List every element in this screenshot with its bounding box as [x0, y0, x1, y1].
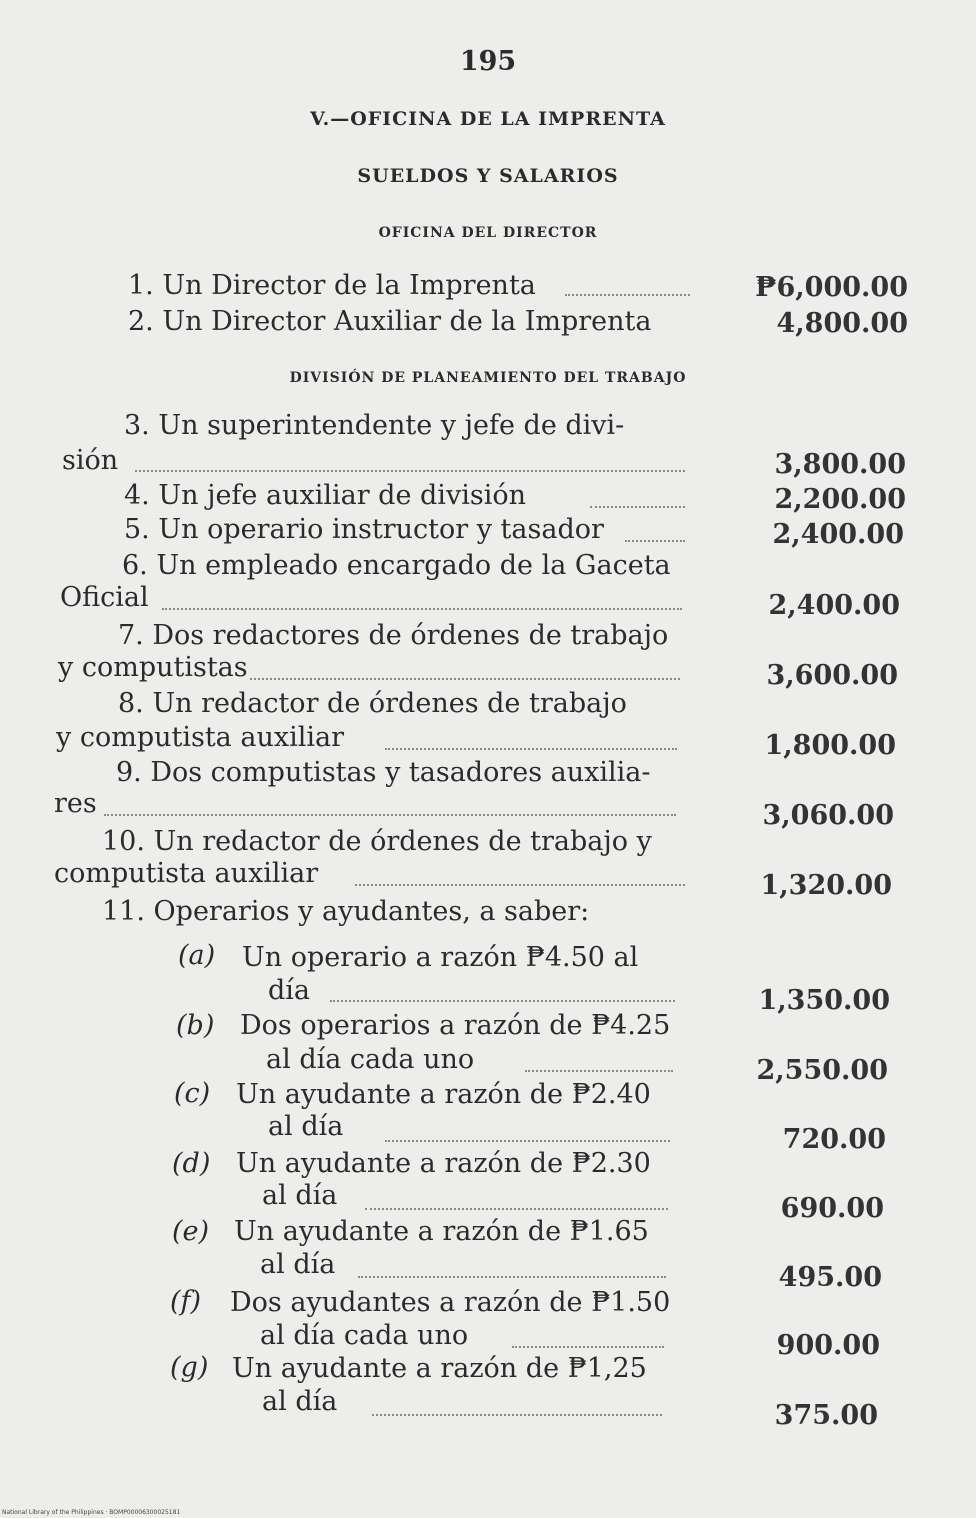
item-8-line2: y computista auxiliar: [56, 722, 344, 753]
subitem-e-line1: Un ayudante a razón de ₱1.65: [234, 1216, 649, 1247]
item-9-line1: 9. Dos computistas y tasadores auxilia-: [116, 757, 651, 788]
leader-dots: [358, 1276, 666, 1278]
subitem-e-line2: al día: [260, 1249, 336, 1280]
subitem-f-line1: Dos ayudantes a razón de ₱1.50: [230, 1287, 671, 1318]
item-4-text: 4. Un jefe auxiliar de división: [124, 480, 526, 511]
item-8-amount: 1,800.00: [764, 730, 896, 761]
chapter-heading: V.—OFICINA DE LA IMPRENTA: [310, 108, 666, 130]
page-number: 195: [459, 46, 517, 77]
leader-dots: [365, 1208, 668, 1210]
subitem-e-amount: 495.00: [778, 1262, 882, 1293]
item-10-line2: computista auxiliar: [54, 858, 319, 889]
subitem-f-amount: 900.00: [776, 1330, 880, 1361]
item-4-amount: 2,200.00: [774, 484, 906, 515]
item-5-text: 5. Un operario instructor y tasador: [124, 514, 604, 545]
subitem-b-amount: 2,550.00: [756, 1055, 888, 1086]
leader-dots: [355, 884, 685, 886]
leader-dots: [135, 470, 685, 472]
item-1-text: 1. Un Director de la Imprenta: [128, 270, 536, 301]
leader-dots: [525, 1070, 673, 1072]
item-1-amount: ₱6,000.00: [755, 272, 908, 303]
subitem-b-label: (b): [176, 1010, 215, 1041]
subitem-g-line2: al día: [262, 1386, 338, 1417]
item-3-line2: sión: [62, 445, 119, 476]
subitem-b-line2: al día cada uno: [266, 1044, 475, 1075]
subitem-d-amount: 690.00: [780, 1193, 884, 1224]
subsection-heading-planning: DIVISIÓN DE PLANEAMIENTO DEL TRABAJO: [289, 370, 687, 386]
leader-dots: [162, 608, 682, 610]
leader-dots: [512, 1346, 664, 1348]
subsection-heading-director: OFICINA DEL DIRECTOR: [378, 225, 598, 241]
leader-dots: [385, 748, 677, 750]
item-3-amount: 3,800.00: [774, 449, 906, 480]
item-11-text: 11. Operarios y ayudantes, a saber:: [102, 896, 590, 927]
item-9-line2: res: [54, 788, 97, 819]
subitem-c-line2: al día: [268, 1111, 344, 1142]
leader-dots: [250, 678, 680, 680]
subitem-g-line1: Un ayudante a razón de ₱1,25: [232, 1353, 647, 1384]
subitem-f-label: (f): [170, 1286, 202, 1317]
leader-dots: [590, 506, 685, 508]
item-10-amount: 1,320.00: [760, 870, 892, 901]
scan-footer: National Library of the Philippines · BOMP00006300025181: [2, 1509, 181, 1516]
item-6-amount: 2,400.00: [768, 590, 900, 621]
item-6-line2: Oficial: [60, 582, 149, 613]
item-2-text: 2. Un Director Auxiliar de la Imprenta: [128, 306, 652, 337]
subitem-a-label: (a): [178, 940, 216, 971]
leader-dots: [372, 1414, 662, 1416]
subitem-g-amount: 375.00: [774, 1400, 878, 1431]
item-7-line1: 7. Dos redactores de órdenes de trabajo: [118, 620, 669, 651]
subitem-e-label: (e): [172, 1216, 210, 1247]
item-7-line2: y computistas: [58, 652, 248, 683]
item-9-amount: 3,060.00: [762, 800, 894, 831]
subitem-d-line2: al día: [262, 1180, 338, 1211]
subitem-d-line1: Un ayudante a razón de ₱2.30: [236, 1148, 651, 1179]
subitem-c-line1: Un ayudante a razón de ₱2.40: [236, 1079, 651, 1110]
item-5-amount: 2,400.00: [772, 519, 904, 550]
item-8-line1: 8. Un redactor de órdenes de trabajo: [118, 688, 627, 719]
leader-dots: [385, 1140, 670, 1142]
subitem-d-label: (d): [172, 1148, 211, 1179]
leader-dots: [625, 540, 685, 542]
item-3-line1: 3. Un superintendente y jefe de divi-: [124, 410, 625, 441]
item-7-amount: 3,600.00: [766, 660, 898, 691]
leader-dots: [104, 814, 676, 816]
subitem-a-amount: 1,350.00: [758, 985, 890, 1016]
subitem-b-line1: Dos operarios a razón de ₱4.25: [240, 1010, 671, 1041]
subitem-c-label: (c): [174, 1078, 211, 1109]
item-2-amount: 4,800.00: [776, 308, 908, 339]
leader-dots: [565, 294, 690, 296]
leader-dots: [330, 1000, 675, 1002]
section-heading: SUELDOS Y SALARIOS: [357, 165, 619, 187]
item-6-line1: 6. Un empleado encargado de la Gaceta: [122, 550, 671, 581]
subitem-a-line1: Un operario a razón ₱4.50 al: [242, 942, 639, 973]
subitem-c-amount: 720.00: [782, 1124, 886, 1155]
subitem-f-line2: al día cada uno: [260, 1320, 469, 1351]
item-10-line1: 10. Un redactor de órdenes de trabajo y: [102, 826, 652, 857]
subitem-g-label: (g): [170, 1352, 209, 1383]
subitem-a-line2: día: [268, 975, 311, 1006]
